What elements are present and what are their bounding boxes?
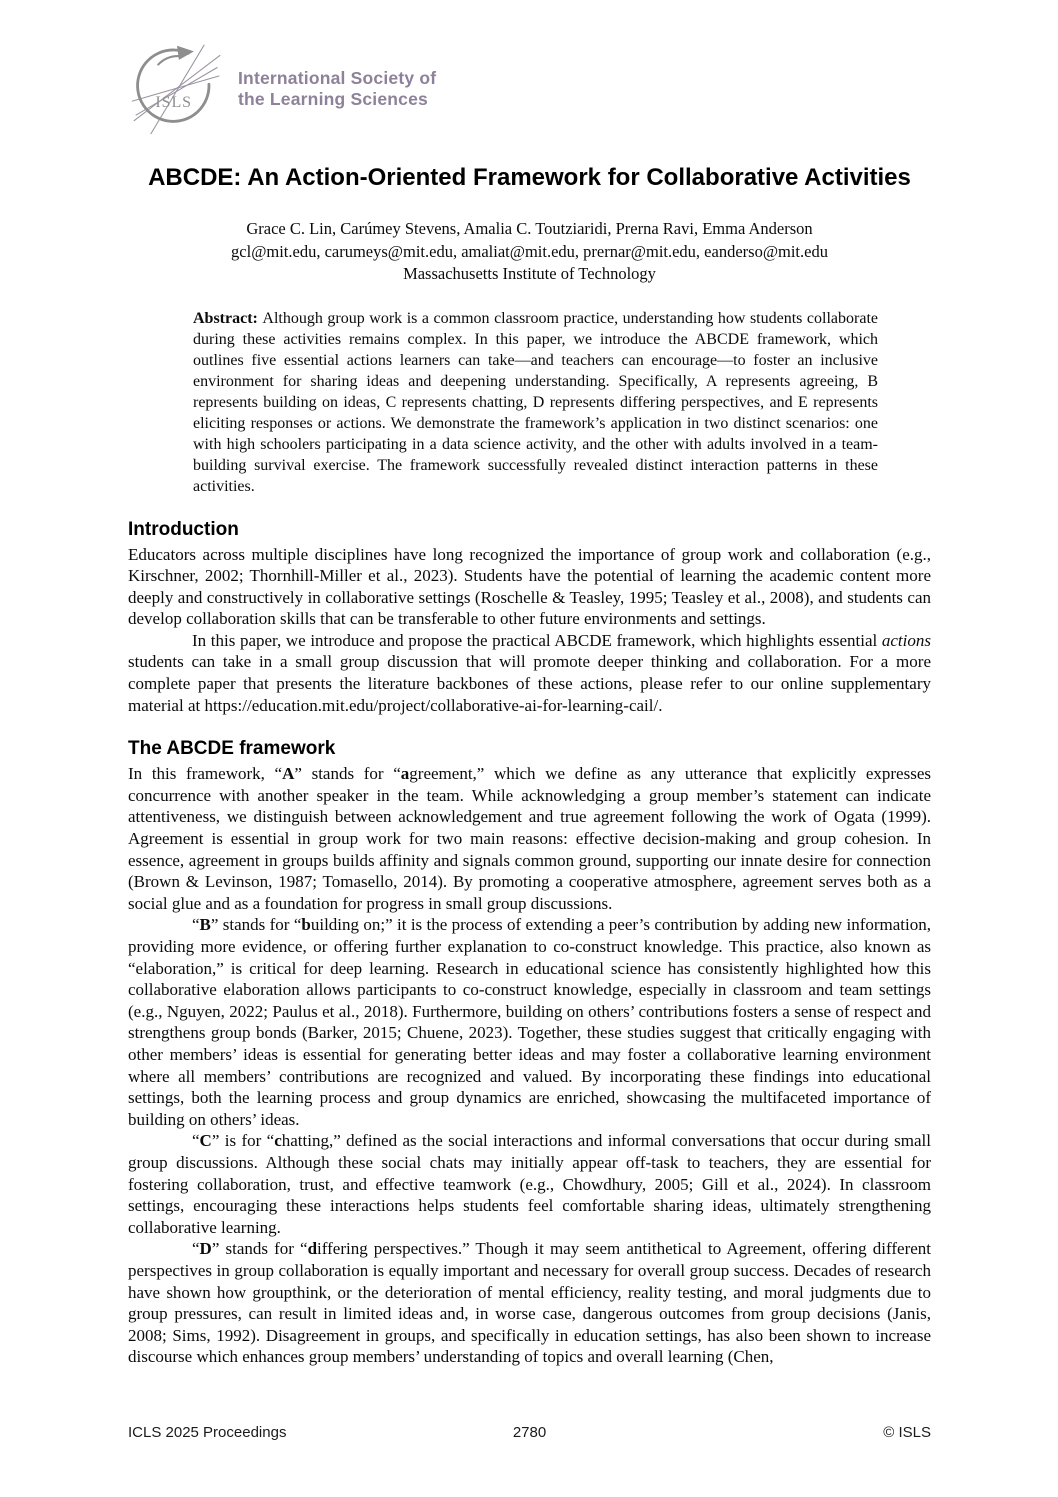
footer-copyright: © ISLS bbox=[883, 1424, 931, 1441]
author-names: Grace C. Lin, Carúmey Stevens, Amalia C. Toutziaridi, Prerna Ravi, Emma Anderson bbox=[246, 219, 813, 238]
publisher-name bbox=[238, 68, 436, 110]
paragraph: “C” is for “chatting,” defined as the social interactions and informal conversations that occur during small group discussions. Although these social chats may initially appear off-task to teachers, they are essential for fostering collaboration, trust, and effective teamwork (e.g., Chowdhury, 2005; Gill et al., 2024). In classroom settings, encouraging these interactions helps students feel comfortable sharing ideas, ultimately strengthening collaborative learning. bbox=[128, 1131, 931, 1237]
page-footer bbox=[128, 1424, 931, 1441]
abstract: Abstract: Although group work is a common classroom practice, understanding how students collaborate during these activities remains complex. In this paper, we introduce the ABCDE framework, which outlines five essential actions learners can take—and teachers can encourage—to foster an inclusive environment for sharing ideas and deepening understanding. Specifically, A represents agreeing, B represents building on ideas, C represents chatting, D represents differing perspectives, and E represents eliciting responses or actions. We demonstrate the framework’s application in two distinct scenarios: one with high schoolers participating in a data science activity, and the other with adults involved in a team-building survival exercise. The framework successfully revealed distinct interaction patterns in these activities. bbox=[193, 309, 879, 495]
section-heading-abcde-framework: The ABCDE framework bbox=[128, 738, 336, 760]
paper-title: ABCDE: An Action-Oriented Framework for Collaborative Activities bbox=[148, 164, 911, 191]
author-block bbox=[128, 218, 931, 286]
section-introduction bbox=[128, 518, 931, 717]
section-heading-introduction: Introduction bbox=[128, 518, 239, 540]
footer-page-number: 2780 bbox=[512, 1424, 547, 1441]
publisher-header bbox=[128, 0, 931, 136]
paragraph: In this paper, we introduce and propose the practical ABCDE framework, which highlights essential actions students can take in a small group discussion that will promote deeper thinking and collaboration. For a more complete paper that presents the literature backbones of these actions, please refer to our online supplementary material at https://education.mit.edu/project/collaborative-ai-for-learning-cail/. bbox=[128, 630, 931, 715]
author-affiliation: Massachusetts Institute of Technology bbox=[403, 264, 656, 283]
paragraph: Educators across multiple disciplines have long recognized the importance of group work and collaboration (e.g., Kirschner, 2002; Thornhill-Miller et al., 2023). Students have the potential of learning the academic content more deeply and constructively in collaborative settings (Roschelle & Teasley, 1995; Teasley et al., 2008), and students can develop collaboration skills that can be transferable to other future environments and settings. bbox=[128, 544, 931, 629]
section-abcde-framework bbox=[128, 737, 931, 1368]
paragraph: “D” stands for “differing perspectives.” Though it may seem antithetical to Agreement, offering different perspectives in group collaboration is equally important and necessary for overall group success. Decades of research have shown how groupthink, or the deterioration of mental efficiency, reality testing, and moral judgments due to group pressures, can result in limited ideas and, in worse case, dangerous outcomes from group decisions (Janis, 2008; Sims, 1992). Disagreement in groups, and specifically in education settings, has also been shown to increase discourse which enhances group members’ understanding of topics and overall learning (Chen, bbox=[128, 1239, 931, 1367]
author-emails: gcl@mit.edu, carumeys@mit.edu, amaliat@mit.edu, prernar@mit.edu, eanderso@mit.edu bbox=[231, 241, 828, 261]
paragraph: In this framework, “A” stands for “agreement,” which we define as any utterance that explicitly expresses concurrence with another speaker in the team. While acknowledging a group member’s statement can indicate attentiveness, we distinguish between acknowledgement and true agreement following the work of Ogata (1999). Agreement is essential in group work for two main reasons: effective decision-making and group cohesion. In essence, agreement in groups builds affinity and signals common ground, supporting our innate desire for connection (Brown & Levinson, 1987; Tomasello, 2014). By promoting a cooperative atmosphere, agreement serves both as a social glue and as a foundation for progress in small group discussions. bbox=[128, 764, 931, 913]
isls-logo-icon bbox=[130, 42, 224, 136]
isls-logo-acronym: ISLS bbox=[155, 93, 192, 111]
footer-proceedings-label: ICLS 2025 Proceedings bbox=[128, 1424, 287, 1441]
publisher-name-line2: the Learning Sciences bbox=[238, 89, 428, 109]
paragraph: “B” stands for “building on;” it is the process of extending a peer’s contribution by adding new information, providing more evidence, or offering further explanation to co-construct knowledge. This practice, also known as “elaboration,” is critical for deep learning. Research in educational science has consistently highlighted how this collaborative elaboration allows participants to co-construct knowledge, especially in classroom and team settings (e.g., Nguyen, 2022; Paulus et al., 2018). Furthermore, building on others’ contributions fosters a sense of respect and strengthens group bonds (Barker, 2015; Chuene, 2023). Together, these studies suggest that critically engaging with other members’ ideas is essential for generating better ideas and may foster a collaborative learning environment where all members’ contributions are recognized and valued. By incorporating these findings into educational settings, both the learning process and group dynamics are enriched, showcasing the multifaceted importance of building on others’ ideas. bbox=[128, 915, 932, 1129]
publisher-name-line1: International Society of bbox=[238, 68, 437, 88]
